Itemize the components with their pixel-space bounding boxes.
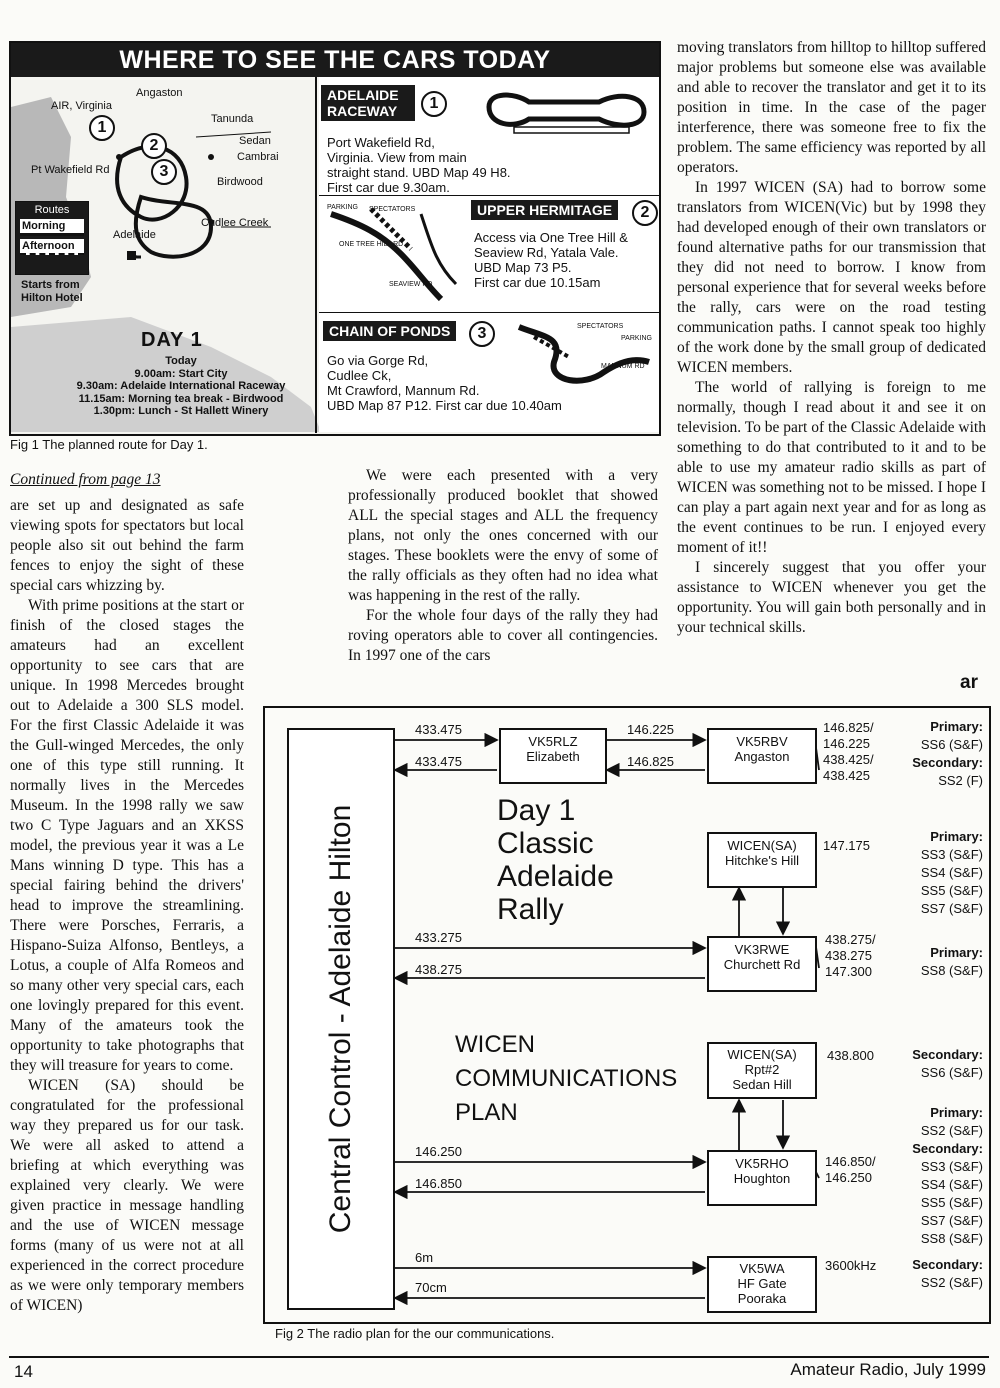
label-sedan: Sedan	[239, 135, 271, 147]
freq-rbv-out: 146.225	[627, 722, 674, 737]
stage-3-label-road: MANNUM RD	[601, 363, 645, 370]
label-adelaide: Adelaide	[113, 229, 156, 241]
raceway-track-icon	[469, 87, 659, 135]
stage-2-label-parking: PARKING	[327, 204, 358, 211]
label-cambrai: Cambrai	[237, 151, 279, 163]
rwe-frequencies	[825, 932, 876, 980]
virginia-marker	[116, 154, 122, 160]
node-line: VK5RHO	[735, 1156, 789, 1171]
stage-role-label: Primary:	[930, 1105, 983, 1120]
figure-2-comms-plan	[263, 706, 991, 1324]
freq-rho-out: 146.250	[415, 1144, 462, 1159]
node-line: Houghton	[733, 1171, 791, 1186]
stage-2-number: 2	[632, 200, 658, 226]
freq-rlz-in: 433.475	[415, 754, 462, 769]
map-divider	[315, 77, 317, 433]
stage-assignment: SS7 (S&F)	[920, 901, 983, 916]
hitchke-frequency: 147.175	[823, 838, 870, 853]
tanunda-marker	[208, 154, 214, 160]
node-vk5rlz	[499, 728, 607, 784]
stage-2-line: Seaview Rd, Yatala Vale.	[474, 245, 619, 260]
stage-assignment: SS2 (S&F)	[920, 1123, 983, 1138]
node-hitchkes-hill	[707, 832, 817, 888]
stage-3-line: Cudlee Ck,	[327, 368, 392, 383]
day-line: Today	[165, 355, 197, 367]
node-vk5rho	[707, 1150, 817, 1206]
day-title: DAY 1	[141, 329, 203, 351]
freq-wa-out: 6m	[415, 1250, 434, 1265]
freq-line: 438.275/	[825, 932, 876, 947]
paragraph: With prime positions at the start or finish of the closed stages the amateurs had an excellent opportunity to see cars that are unique. In 1998 Mercedes brought out to Adelaide a 300 SLS model. For the first Classic Adelaide it was the Gull-winged Mercedes, the only one of this type still running. It normally lives in the Mercedes Museum. In the 1998 rally we saw two C Type Jaguars and an XKSS model, the previous year it was a Le Mans winning D type. This has a special fairing behind the drivers' head to improve the streamlining. There were Porsches, Ferraris, a Hispano-Suiza Alfonso, Bentleys, a Lotus, a couple of Alfa Romeos and so many other very special cars, each one lovingly prepared for this event. Many of the amateurs took the opportunity to take photographs that they will treasure for years to come.	[10, 597, 244, 1074]
page-number: 14	[14, 1362, 33, 1381]
legend-start: Starts from Hilton Hotel	[21, 279, 83, 304]
stage-2-line: UBD Map 73 P5.	[474, 260, 572, 275]
label-virginia: AIR, Virginia	[51, 100, 112, 112]
paragraph: I sincerely suggest that you offer your assistance to WICEN whenever you get the opportunity. You will gain both personally and in your technical skills.	[677, 559, 986, 636]
stage-assignment: SS6 (S&F)	[920, 1065, 983, 1080]
label-pt-wakefield: Pt Wakefield Rd	[31, 164, 110, 176]
legend-title: Routes	[34, 204, 70, 216]
node-line: WICEN(SA)	[727, 1047, 797, 1062]
label-cudlee-creek: Cudlee Creek	[201, 217, 269, 229]
stage-assignment: SS2 (S&F)	[920, 1275, 983, 1290]
stage-assignment: SS5 (S&F)	[920, 883, 983, 898]
node-line: WICEN(SA)	[727, 838, 797, 853]
stage-assignment: SS8 (S&F)	[920, 963, 983, 978]
node-line: VK5WA	[739, 1261, 785, 1276]
plan-subtitle-line: COMMUNICATIONS	[455, 1065, 678, 1092]
paragraph: In 1997 WICEN (SA) had to borrow some translators from WICEN(Vic) but by 1998 they had developed enough of their own translators or found alternative paths for our transmission that they did not need to borrow. I know from personal experience that for several weeks before the rally, cars were on the road testing communication paths. I cannot speak too highly of the work done by the small group of dedicated WICEN members.	[677, 179, 986, 376]
stage-3-line: Mt Crawford, Mannum Rd.	[327, 383, 480, 398]
stage-1-line: Virginia. View from main	[327, 150, 467, 165]
legend-morning: Morning	[20, 219, 84, 236]
node-line: VK5RLZ	[528, 734, 578, 749]
plan-subtitle	[455, 1028, 677, 1130]
stage-2-label-spectators: SPECTATORS	[369, 206, 416, 213]
stage-role-label: Secondary:	[912, 1141, 983, 1156]
node-line: Elizabeth	[526, 749, 580, 764]
article-column-2	[348, 466, 658, 666]
paragraph: moving translators from hilltop to hilltop suffered major problems but someone else was available and able to recover the translator and get it to its position in time. In the case of the pager interference, there was someone free to fix the problem. The same efficiency was reported by all operators.	[677, 39, 986, 176]
node-line: VK3RWE	[734, 942, 790, 957]
plan-subtitle-line: PLAN	[455, 1099, 518, 1126]
freq-rwe-in: 438.275	[415, 962, 462, 977]
stage-3-label-parking: PARKING	[621, 335, 652, 342]
node-line: HF Gate	[737, 1276, 787, 1291]
stages-rbv	[912, 718, 983, 790]
plan-subtitle-line: WICEN	[455, 1031, 535, 1058]
label-tanunda: Tanunda	[211, 113, 254, 125]
stage-3-title: CHAIN OF PONDS	[323, 321, 456, 341]
stage-role-label: Secondary:	[912, 755, 983, 770]
stage-3-text	[327, 353, 657, 413]
node-line: Angaston	[734, 749, 790, 764]
paragraph: WICEN (SA) should be congratulated for the professional way they prepared us for our task. We were all asked to attend a briefing at which everything was explained very clearly. We were given practice in message handling and the use of WICEN message forms (many of us were not at all experienced in the correct procedure as we were only temporary members of WICEN)	[10, 1077, 244, 1314]
day-line: 9.30am: Adelaide International Raceway	[76, 380, 286, 392]
node-line: VK5RBV	[736, 734, 788, 749]
paragraph: The world of rallying is foreign to me normally, though I read about it and see it on television. To be part of the Classic Adelaide with something to do that contributed to it and to be able to use my amateur radio skills as part of WICEN was something not to be missed. I hope I can play a part again next year and for as long as the event continues to be run. I enjoyed every moment of it!!	[677, 379, 986, 556]
label-angaston: Angaston	[136, 87, 183, 99]
node-line: Churchett Rd	[723, 957, 801, 972]
upper-hermitage-map	[321, 204, 461, 304]
stage-2-line: Access via One Tree Hill &	[474, 230, 628, 245]
map-stage-3-marker: 3	[151, 159, 177, 185]
day-line: 1.30pm: Lunch - St Hallett Winery	[93, 405, 269, 417]
stage-1-title	[321, 85, 415, 121]
stage-role-label: Primary:	[930, 829, 983, 844]
stage-1-number: 1	[421, 91, 447, 117]
stage-3-label-spectators: SPECTATORS	[577, 323, 624, 330]
stage-1-title-line2: RACEWAY	[327, 103, 398, 119]
paragraph: are set up and designated as safe viewing spots for spectators but local people also sit out behind the farm fences to enjoy the sight of these special cars whizzing by.	[10, 497, 244, 594]
node-sedan-hill	[707, 1042, 817, 1099]
continued-from: Continued from page 13	[10, 471, 161, 488]
freq-line: 438.425	[823, 768, 870, 783]
node-line: Hitchke's Hill	[725, 853, 799, 868]
stage-2-panel	[319, 196, 659, 313]
stage-assignment: SS4 (S&F)	[920, 1177, 983, 1192]
stage-2-text	[474, 230, 659, 290]
freq-line: 146.250	[825, 1170, 872, 1185]
freq-line: 146.225	[823, 736, 870, 751]
stages-sedan	[912, 1046, 983, 1082]
freq-rlz-out: 433.475	[415, 722, 462, 737]
stage-3-panel	[319, 313, 659, 432]
stage-1-line: First car due 9.30am.	[327, 180, 450, 195]
stage-2-title: UPPER HERMITAGE	[471, 200, 618, 220]
stages-rwe	[921, 944, 983, 980]
freq-rwe-out: 433.275	[415, 930, 462, 945]
stage-2-label-road2: SEAVIEW RD	[389, 281, 433, 288]
link-arrows	[265, 708, 989, 1322]
freq-rbv-in: 146.825	[627, 754, 674, 769]
plan-title-line: Day 1	[497, 794, 576, 827]
plan-title-line: Rally	[497, 893, 564, 926]
stage-1-line: straight stand. UBD Map 49 H8.	[327, 165, 511, 180]
sedan-frequency: 438.800	[827, 1048, 874, 1063]
stages-rho	[912, 1104, 983, 1248]
stage-assignment: SS2 (F)	[938, 773, 983, 788]
figure-1-caption: Fig 1 The planned route for Day 1.	[10, 437, 208, 452]
paragraph: We were each presented with a very professionally produced booklet that showed ALL the special stages and ALL the frequency plans, not only the ones concerned with our stages. These booklets were the envy of some of the rally officials as they often had no idea what was happening in the rest of the rally.	[348, 467, 658, 604]
stage-2-line: First car due 10.15am	[474, 275, 601, 290]
day-line: 9.00am: Start City	[134, 367, 228, 380]
article-column-1	[10, 496, 244, 1316]
stage-1-title-line1: ADELAIDE	[327, 87, 399, 103]
stages-wa	[912, 1256, 983, 1292]
stage-assignment: SS7 (S&F)	[920, 1213, 983, 1228]
freq-rho-in: 146.850	[415, 1176, 462, 1191]
node-vk5wa	[707, 1256, 817, 1313]
stages-hitchke	[921, 828, 983, 918]
freq-line: 147.300	[825, 964, 872, 979]
stage-assignment: SS3 (S&F)	[920, 1159, 983, 1174]
central-control-label: Central Control - Adelaide Hilton	[324, 804, 357, 1234]
map-stage-1-marker: 1	[89, 115, 115, 141]
day-line: 11.15am: Morning tea break - Birdwood	[78, 392, 284, 405]
freq-line: 146.850/	[825, 1154, 876, 1169]
map-stage-2-marker: 2	[141, 133, 167, 159]
adelaide-marker	[127, 251, 136, 260]
stage-assignment: SS6 (S&F)	[920, 737, 983, 752]
stage-assignment: SS8 (S&F)	[920, 1231, 983, 1246]
rho-frequencies	[825, 1154, 876, 1186]
article-column-3	[677, 38, 986, 638]
figure-2-caption: Fig 2 The radio plan for the our communications.	[275, 1326, 555, 1341]
day-schedule	[51, 355, 311, 418]
article-end-mark: ar	[960, 672, 978, 693]
stage-role-label: Secondary:	[912, 1257, 983, 1272]
stage-assignment: SS5 (S&F)	[920, 1195, 983, 1210]
label-birdwood: Birdwood	[217, 176, 263, 188]
stage-role-label: Secondary:	[912, 1047, 983, 1062]
node-vk5rbv	[707, 728, 817, 784]
freq-wa-in: 70cm	[415, 1280, 447, 1295]
freq-line: 438.425/	[823, 752, 874, 767]
node-vk3rwe	[707, 936, 817, 992]
stage-3-number: 3	[469, 321, 495, 347]
node-line: Pooraka	[737, 1291, 787, 1306]
plan-day-title	[497, 794, 614, 926]
footer-rule	[9, 1356, 989, 1358]
stage-1-panel	[319, 77, 659, 196]
stage-3-line: Go via Gorge Rd,	[327, 353, 429, 368]
routes-legend	[15, 201, 89, 275]
legend-afternoon: Afternoon	[20, 239, 84, 255]
freq-line: 438.275	[825, 948, 872, 963]
plan-title-line: Classic	[497, 827, 594, 860]
stage-role-label: Primary:	[930, 945, 983, 960]
figure-1-route-map	[9, 41, 661, 436]
route-loop-2	[136, 197, 211, 257]
stage-role-label: Primary:	[930, 719, 983, 734]
stage-assignment: SS4 (S&F)	[920, 865, 983, 880]
stage-1-text	[327, 135, 657, 195]
stage-2-label-road1: ONE TREE HILL RD	[339, 241, 404, 248]
wa-frequency: 3600kHz	[825, 1258, 877, 1273]
stage-1-line: Port Wakefield Rd,	[327, 135, 435, 150]
journal-name: Amateur Radio, July 1999	[790, 1360, 986, 1379]
stage-assignment: SS3 (S&F)	[920, 847, 983, 862]
node-line: Rpt#2	[744, 1062, 780, 1077]
freq-line: 146.825/	[823, 720, 874, 735]
fig1-banner: WHERE TO SEE THE CARS TODAY	[11, 43, 659, 77]
rbv-frequencies	[823, 720, 874, 784]
paragraph: For the whole four days of the rally they had roving operators able to cover all contingencies. In 1997 one of the cars	[348, 607, 658, 664]
node-line: Sedan Hill	[732, 1077, 792, 1092]
plan-title-line: Adelaide	[497, 860, 614, 893]
stage-3-line: UBD Map 87 P12. First car due 10.40am	[327, 398, 562, 413]
